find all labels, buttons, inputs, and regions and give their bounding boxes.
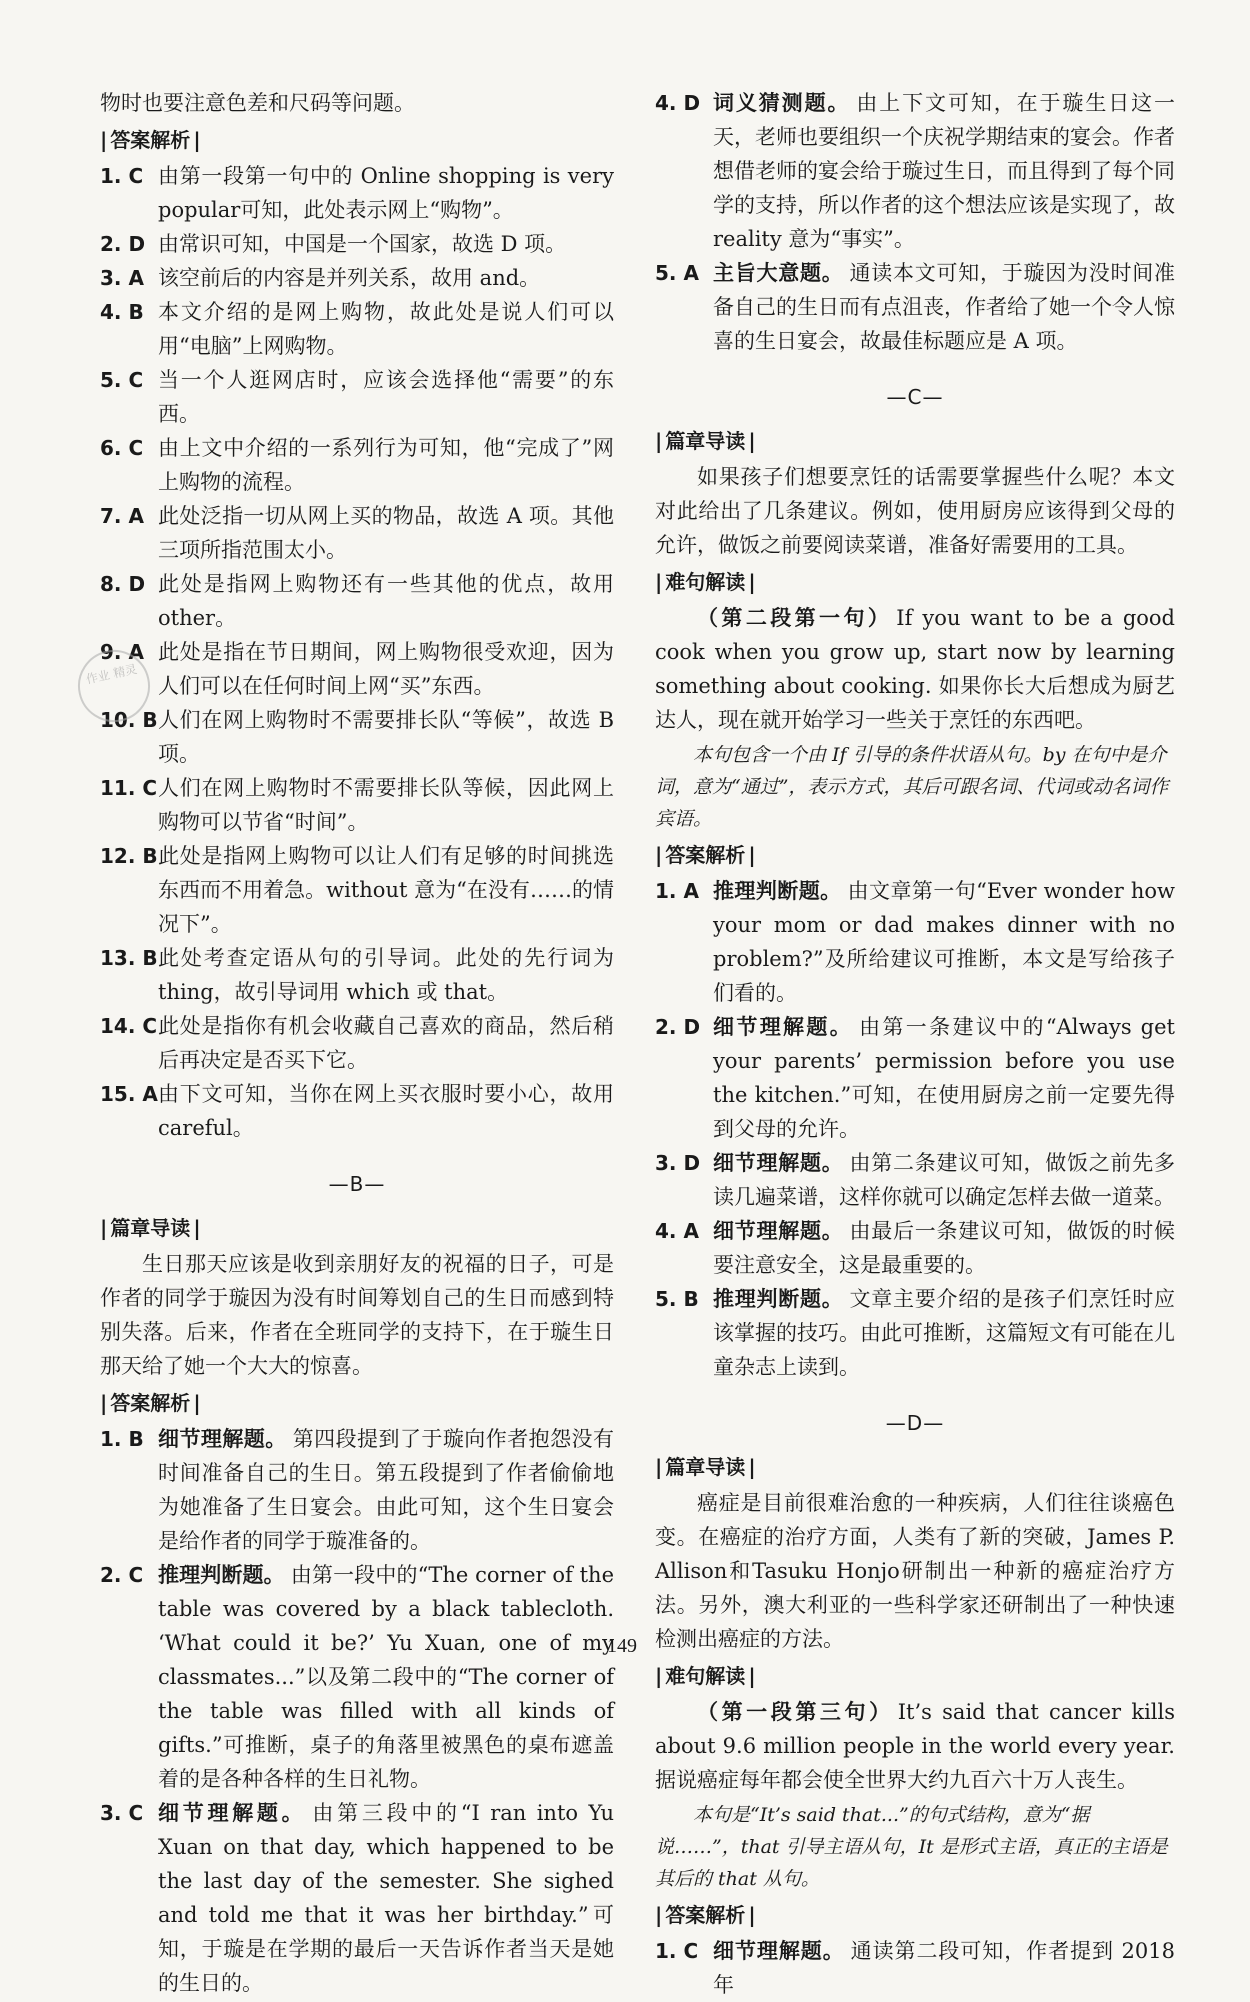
answer-item xyxy=(100,703,614,771)
explanation-text: 当一个人逛网店时，应该会选择他“需要”的东西。 xyxy=(158,368,614,426)
hard-sentence-d-location: （第一段第三句） xyxy=(697,1700,894,1724)
answer-number: 1. A xyxy=(655,879,699,903)
right-column xyxy=(655,86,1175,2002)
answer-explanation xyxy=(158,1009,614,1077)
answer-explanation xyxy=(713,86,1175,256)
answer-item xyxy=(100,363,614,431)
answer-item xyxy=(100,1009,614,1077)
left-column xyxy=(100,86,614,2000)
answer-item xyxy=(655,1214,1175,1282)
answer-number: 2. D xyxy=(655,1015,701,1039)
answer-item xyxy=(100,227,614,261)
answer-number: 7. A xyxy=(100,504,144,528)
answer-number: 3. C xyxy=(100,1801,144,1825)
question-type: 推理判断题。 xyxy=(158,1563,285,1587)
answer-number: 1. C xyxy=(655,1939,699,1963)
question-type: 推理判断题。 xyxy=(713,879,842,903)
explanation-text: 由第二条建议可知，做饭之前先多读几遍菜谱，这样你就可以确定怎样去做一道菜。 xyxy=(713,1151,1175,1209)
hard-sentence-c xyxy=(655,601,1175,737)
explanation-text: 由文章第一句“Ever wonder how your mom or dad makes dinner with no problem?”及所给建议可推断，本文是写给孩子们看的。 xyxy=(713,879,1175,1005)
answer-item xyxy=(655,1934,1175,2002)
explanation-text: 通读本文可知，于璇因为没时间准备自己的生日而有点沮丧，作者给了她一个令人惊喜的生日宴会，故最佳标题应是 A 项。 xyxy=(713,261,1175,353)
answer-explanation xyxy=(158,295,614,363)
answer-number: 6. C xyxy=(100,436,144,460)
guide-b-text: 生日那天应该是收到亲朋好友的祝福的日子，可是作者的同学于璇因为没有时间筹划自己的生日而感到特别失落。后来，作者在全班同学的支持下，在于璇生日那天给了她一个大大的惊喜。 xyxy=(100,1252,614,1378)
section-heading-hard-d: | 难句解读 | xyxy=(655,1659,1175,1693)
answer-explanation xyxy=(713,1214,1175,1282)
section-heading-answers-a: | 答案解析 | xyxy=(100,123,614,157)
explanation-text: 此处泛指一切从网上买的物品，故选 A 项。其他三项所指范围太小。 xyxy=(158,504,614,562)
explanation-text: 第四段提到了于璇向作者抱怨没有时间准备自己的生日。第五段提到了作者偷偷地为她准备了生日宴会。由此可知，这个生日宴会是给作者的同学于璇准备的。 xyxy=(158,1427,615,1553)
hard-sentence-d-note: 本句是“It’s said that...”的句式结构，意为“据说……”，that 引导主语从句，It 是形式主语，真正的主语是其后的 that 从句。 xyxy=(655,1804,1168,1890)
question-type: 细节理解题。 xyxy=(158,1801,307,1825)
answer-number: 4. A xyxy=(655,1219,699,1243)
question-type: 词义猜测题。 xyxy=(713,91,851,115)
explanation-text: 该空前后的内容是并列关系，故用 and。 xyxy=(158,266,541,290)
explanation-text: 此处是指在节日期间，网上购物很受欢迎，因为人们可以在任何时间上网“买”东西。 xyxy=(158,640,614,698)
answer-item xyxy=(655,874,1175,1010)
question-type: 主旨大意题。 xyxy=(713,261,844,285)
answer-explanation xyxy=(158,567,614,635)
answer-number: 4. D xyxy=(655,91,701,115)
part-c-heading: —C— xyxy=(886,385,944,409)
answer-explanation xyxy=(158,1077,614,1145)
guide-c-text: 如果孩子们想要烹饪的话需要掌握些什么呢？本文对此给出了几条建议。例如，使用厨房应该得到父母的允许，做饭之前要阅读菜谱，准备好需要用的工具。 xyxy=(655,465,1175,557)
answer-number: 5. B xyxy=(655,1287,699,1311)
answer-list-b xyxy=(100,1422,614,2000)
explanation-text: 由最后一条建议可知，做饭的时候要注意安全，这是最重要的。 xyxy=(713,1219,1175,1277)
answer-list-c xyxy=(655,874,1175,1384)
answer-explanation xyxy=(158,363,614,431)
answer-explanation xyxy=(158,1422,614,1558)
page-number: 149 xyxy=(607,1635,637,1657)
guide-d-text: 癌症是目前很难治愈的一种疾病，人们往往谈癌色变。在癌症的治疗方面，人类有了新的突破，James P. Allison和Tasuku Honjo研制出一种新的癌症治疗方法。另外，澳大利亚的一些科学家还研制出了一种快速检测出癌症的方法。 xyxy=(655,1491,1175,1651)
answer-item xyxy=(655,1010,1175,1146)
part-d-heading: —D— xyxy=(885,1411,945,1435)
answer-number: 13. B xyxy=(100,946,158,970)
answer-number: 8. D xyxy=(100,572,146,596)
answer-item xyxy=(655,1282,1175,1384)
answer-explanation xyxy=(713,1010,1175,1146)
answer-explanation xyxy=(158,431,614,499)
answer-explanation xyxy=(713,1282,1175,1384)
answer-number: 9. A xyxy=(100,640,144,664)
answer-explanation xyxy=(158,941,614,1009)
explanation-text: 此处是指你有机会收藏自己喜欢的商品，然后稍后再决定是否买下它。 xyxy=(158,1014,614,1072)
answer-number: 5. A xyxy=(655,261,699,285)
intro-tail: 物时也要注意色差和尺码等问题。 xyxy=(100,91,415,115)
section-heading-answers-b: | 答案解析 | xyxy=(100,1386,614,1420)
answer-explanation xyxy=(158,703,614,771)
explanation-text: 文章主要介绍的是孩子们烹饪时应该掌握的技巧。由此可推断，这篇短文有可能在儿童杂志上读到。 xyxy=(713,1287,1175,1379)
question-type: 细节理解题。 xyxy=(713,1015,854,1039)
question-type: 细节理解题。 xyxy=(713,1151,844,1175)
explanation-text: 由上文中介绍的一系列行为可知，他“完成了”网上购物的流程。 xyxy=(158,436,614,494)
answer-number: 3. D xyxy=(655,1151,701,1175)
explanation-text: 由第一段第一句中的 Online shopping is very popular可知，此处表示网上“购物”。 xyxy=(158,164,614,222)
section-heading-guide-c: | 篇章导读 | xyxy=(655,424,1175,458)
question-type: 细节理解题。 xyxy=(713,1219,844,1243)
answer-list-d xyxy=(655,1934,1175,2002)
answer-item xyxy=(100,941,614,1009)
hard-sentence-d xyxy=(655,1695,1175,1797)
answer-number: 1. C xyxy=(100,164,144,188)
explanation-text: 此处是指网上购物还有一些其他的优点，故用 other。 xyxy=(158,572,614,630)
answer-item xyxy=(100,1077,614,1145)
answer-number: 11. C xyxy=(100,776,158,800)
explanation-text: 此处是指网上购物可以让人们有足够的时间挑选东西而不用着急。without 意为“在没有……的情况下”。 xyxy=(158,844,614,936)
section-heading-hard-c: | 难句解读 | xyxy=(655,565,1175,599)
answer-number: 2. C xyxy=(100,1563,144,1587)
explanation-text: 本文介绍的是网上购物，故此处是说人们可以用“电脑”上网购物。 xyxy=(158,300,614,358)
answer-explanation xyxy=(713,874,1175,1010)
answer-number: 5. C xyxy=(100,368,144,392)
answer-number: 1. B xyxy=(100,1427,144,1451)
explanation-text: 由第一条建议中的“Always get your parents’ permission before you use the kitchen.”可知，在使用厨房之前一定要先得到父母的允许。 xyxy=(713,1015,1175,1141)
answer-item xyxy=(655,86,1175,256)
answer-list-a xyxy=(100,159,614,1145)
answer-explanation xyxy=(158,227,614,261)
answer-explanation xyxy=(158,499,614,567)
answer-explanation xyxy=(713,256,1175,358)
answer-number: 14. C xyxy=(100,1014,158,1038)
explanation-text: 由第三段中的“I ran into Yu Xuan on that day, which happened to be the last day of the semester. She sighed and told me that it was her birthday.”可知，于璇是在学期的最后一天告诉作者当天是她的生日的。 xyxy=(158,1801,614,1995)
answer-explanation xyxy=(158,159,614,227)
answer-explanation xyxy=(713,1146,1175,1214)
explanation-text: 通读第二段可知，作者提到 2018 年 xyxy=(713,1939,1176,1997)
explanation-text: 由下文可知，当你在网上买衣服时要小心，故用 careful。 xyxy=(158,1082,614,1140)
explanation-text: 此处考查定语从句的引导词。此处的先行词为 thing，故引导词用 which 或 that。 xyxy=(158,946,614,1004)
answer-explanation xyxy=(158,1796,614,2000)
answer-item xyxy=(100,261,614,295)
explanation-text: 由上下文可知，在于璇生日这一天，老师也要组织一个庆祝学期结束的宴会。作者想借老师的宴会给于璇过生日，而且得到了每个同学的支持，所以作者的这个想法应该是实现了，故 reality 意为“事实”。 xyxy=(713,91,1176,251)
answer-explanation xyxy=(158,261,614,295)
hard-sentence-c-location: （第二段第一句） xyxy=(697,606,893,630)
part-b-heading: —B— xyxy=(328,1172,386,1196)
explanation-text: 人们在网上购物时不需要排长队等候，因此网上购物可以节省“时间”。 xyxy=(158,776,614,834)
section-heading-guide-d: | 篇章导读 | xyxy=(655,1450,1175,1484)
question-type: 细节理解题。 xyxy=(158,1427,287,1451)
answer-number: 15. A xyxy=(100,1082,158,1106)
answer-number: 4. B xyxy=(100,300,144,324)
answer-explanation xyxy=(158,1558,614,1796)
answer-number: 10. B xyxy=(100,708,158,732)
answer-item xyxy=(100,1558,614,1796)
answer-item xyxy=(100,431,614,499)
section-heading-guide-b: | 篇章导读 | xyxy=(100,1211,614,1245)
answer-item xyxy=(100,295,614,363)
answer-item xyxy=(655,256,1175,358)
answer-item xyxy=(100,159,614,227)
answer-item xyxy=(655,1146,1175,1214)
answer-explanation xyxy=(158,635,614,703)
answer-item xyxy=(100,839,614,941)
question-type: 细节理解题。 xyxy=(713,1939,845,1963)
answer-explanation xyxy=(713,1934,1175,2002)
answer-item xyxy=(100,1796,614,2000)
section-heading-answers-c: | 答案解析 | xyxy=(655,838,1175,872)
answer-item xyxy=(100,635,614,703)
answer-number: 3. A xyxy=(100,266,144,290)
answer-number: 2. D xyxy=(100,232,146,256)
answer-item xyxy=(100,567,614,635)
answer-item xyxy=(100,1422,614,1558)
answer-explanation xyxy=(158,771,614,839)
explanation-text: 人们在网上购物时不需要排长队“等候”，故选 B 项。 xyxy=(158,708,614,766)
explanation-text: 由常识可知，中国是一个国家，故选 D 项。 xyxy=(158,232,567,256)
answer-list-b-continued xyxy=(655,86,1175,358)
answer-number: 12. B xyxy=(100,844,158,868)
answer-item xyxy=(100,771,614,839)
section-heading-answers-d: | 答案解析 | xyxy=(655,1898,1175,1932)
hard-sentence-c-text: If you want to be a good cook when you grow up, start now by learning something about cooking. 如果你长大后想成为厨艺达人，现在就开始学习一些关于烹饪的东西吧。 xyxy=(655,606,1175,732)
hard-sentence-c-note: 本句包含一个由 If 引导的条件状语从句。by 在句中是介词，意为“通过”，表示方式，其后可跟名词、代词或动名词作宾语。 xyxy=(655,744,1169,830)
hard-sentence-d-text: It’s said that cancer kills about 9.6 million people in the world every year. 据说癌症每年都会使全世界大约九百六十万人丧生。 xyxy=(655,1700,1176,1792)
explanation-text: 由第一段中的“The corner of the table was covered by a black tablecloth. ‘What could it be?’ Yu Xuan, one of my classmates...”以及第二段中的“The corner of the table was filled with all kinds of gifts.”可推断，桌子的角落里被黑色的桌布遮盖着的是各种各样的生日礼物。 xyxy=(158,1563,614,1791)
question-type: 推理判断题。 xyxy=(713,1287,844,1311)
answer-item xyxy=(100,499,614,567)
watermark-stamp: 作业 精灵 xyxy=(71,643,156,728)
answer-explanation xyxy=(158,839,614,941)
